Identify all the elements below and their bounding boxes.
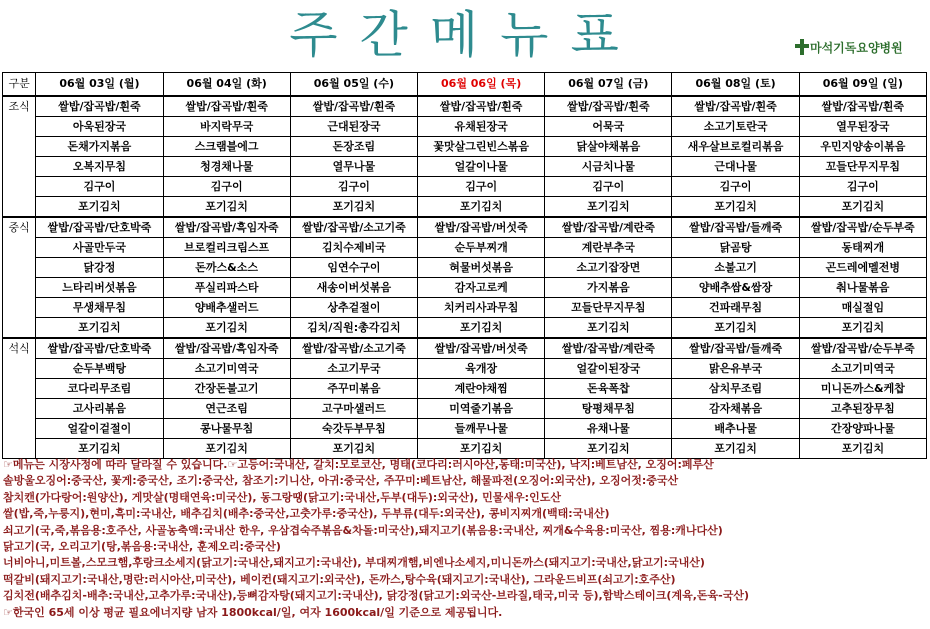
page-title: 주간메뉴표: [289, 6, 641, 64]
menu-cell: 포기김치: [36, 197, 163, 218]
note-line: ☞한국인 65세 이상 평균 필요에너지량 남자 1800kcal/일, 여자 1600kcal/일 기준으로 제공됩니다.: [3, 605, 503, 619]
menu-cell: 쌀밥/잡곡밥/들깨죽: [672, 217, 799, 238]
menu-cell: 곤드레에멜전병: [799, 258, 926, 278]
menu-cell: 김치수제비국: [290, 238, 417, 258]
menu-row: [3, 298, 927, 318]
menu-cell: 포기김치: [163, 318, 290, 339]
note-line: 너비아니,미트볼,스모크햄,후랑크소세지(닭고기:국내산,돼지고기:국내산), 부대찌개햄,비엔나소세지,미니돈까스(돼지고기:국내산,닭고기:국내산): [3, 556, 705, 570]
menu-cell: 포기김치: [672, 197, 799, 218]
header-day: 06월 09일 (일): [799, 73, 926, 97]
menu-cell: 꽃맛살그린빈스볶음: [418, 137, 545, 157]
menu-cell: 포기김치: [545, 197, 672, 218]
menu-cell: 쌀밥/잡곡밥/흰죽: [545, 96, 672, 117]
menu-cell: 포기김치: [418, 197, 545, 218]
menu-cell: 포기김치: [36, 318, 163, 339]
menu-cell: 포기김치: [418, 439, 545, 459]
menu-cell: 돈까스&소스: [163, 258, 290, 278]
note-line: ☞메뉴는 시장사정에 따라 달라질 수 있습니다.☞고등어:국내산, 갈치:모로코산, 명태(코다리:러시아산,동태:미국산), 낙지:베트남산, 오징어:페루산: [3, 458, 714, 471]
menu-cell: 소고기미역국: [163, 359, 290, 379]
menu-cell: 매실절임: [799, 298, 926, 318]
menu-cell: 포기김치: [36, 439, 163, 459]
header-day: 06월 03일 (월): [36, 73, 163, 97]
menu-cell: 김구이: [418, 177, 545, 197]
menu-cell: 포기김치: [418, 318, 545, 339]
menu-cell: 감자고로케: [418, 278, 545, 298]
menu-cell: 아욱된장국: [36, 117, 163, 137]
notes: [3, 457, 927, 621]
menu-cell: 간장돈불고기: [163, 379, 290, 399]
menu-row: [3, 177, 927, 197]
menu-cell: 주꾸미볶음: [290, 379, 417, 399]
menu-cell: 쌀밥/잡곡밥/흰죽: [163, 96, 290, 117]
menu-cell: 꼬들단무지무침: [799, 157, 926, 177]
menu-cell: 김구이: [36, 177, 163, 197]
menu-cell: 사골만두국: [36, 238, 163, 258]
menu-cell: 열무된장국: [799, 117, 926, 137]
header-day: 06월 04일 (화): [163, 73, 290, 97]
menu-cell: 고추된장무침: [799, 399, 926, 419]
menu-row: [3, 359, 927, 379]
menu-cell: 우민지양송이볶음: [799, 137, 926, 157]
menu-cell: 소고기토란국: [672, 117, 799, 137]
note-line: 쇠고기(국,죽,볶음용:호주산, 사골농축액:국내산 한우, 우삼겹숙주볶음&차돌:미국산),돼지고기(볶음용:국내산, 찌개&수육용:미국산, 찜용:캐나다산): [3, 523, 723, 537]
menu-cell: 양배추쌈&쌈장: [672, 278, 799, 298]
menu-cell: 어묵국: [545, 117, 672, 137]
menu-cell: 쌀밥/잡곡밥/순두부죽: [799, 217, 926, 238]
menu-cell: 계란부추국: [545, 238, 672, 258]
menu-cell: 들깨무나물: [418, 419, 545, 439]
menu-row: [3, 379, 927, 399]
menu-cell: 바지락무국: [163, 117, 290, 137]
menu-row: [3, 318, 927, 339]
menu-cell: 새우살브로컬리볶음: [672, 137, 799, 157]
menu-cell: 김구이: [163, 177, 290, 197]
menu-cell: 동태찌개: [799, 238, 926, 258]
menu-cell: 쌀밥/잡곡밥/계란죽: [545, 217, 672, 238]
menu-cell: 김구이: [545, 177, 672, 197]
menu-cell: 쌀밥/잡곡밥/흰죽: [672, 96, 799, 117]
menu-cell: 쌀밥/잡곡밥/단호박죽: [36, 338, 163, 359]
menu-cell: 맑은유부국: [672, 359, 799, 379]
menu-cell: 돈채가지볶음: [36, 137, 163, 157]
header-day-today: 06월 06일 (목): [418, 73, 545, 97]
menu-cell: 스크램블에그: [163, 137, 290, 157]
menu-cell: 상추겉절이: [290, 298, 417, 318]
menu-cell: 쌀밥/잡곡밥/흰죽: [290, 96, 417, 117]
menu-row: [3, 258, 927, 278]
menu-row: [3, 399, 927, 419]
menu-row: [3, 96, 927, 117]
note-line: 김치전(배추김치-배추:국내산,고추가루:국내산),등뼈감자탕(돼지고기:국내산), 닭강정(닭고기:외국산-브라질,태국,미국 등),함박스테이크(계육,돈육-국산): [3, 589, 749, 603]
header-day: 06월 08일 (토): [672, 73, 799, 97]
menu-row: [3, 117, 927, 137]
menu-cell: 콩나물무침: [163, 419, 290, 439]
menu-row: [3, 137, 927, 157]
menu-cell: 쌀밥/잡곡밥/들깨죽: [672, 338, 799, 359]
header-category: 구분: [3, 73, 36, 97]
menu-cell: 쌀밥/잡곡밥/흑임자죽: [163, 217, 290, 238]
menu-cell: 포기김치: [545, 439, 672, 459]
note-line: 쌀(밥,죽,누룽지),현미,흑미:국내산, 배추김치(배추:중국산,고춧가루:중국산), 두부류(대두:외국산), 콩비지찌개(백태:국내산): [3, 507, 610, 521]
menu-cell: 배추나물: [672, 419, 799, 439]
menu-cell: 포기김치: [545, 318, 672, 339]
menu-cell: 포기김치: [799, 318, 926, 339]
hospital-logo: [795, 36, 927, 58]
menu-cell: 쌀밥/잡곡밥/소고기죽: [290, 338, 417, 359]
menu-cell: 돈육폭찹: [545, 379, 672, 399]
menu-cell: 쌀밥/잡곡밥/순두부죽: [799, 338, 926, 359]
note-line: 떡갈비(돼지고기:국내산,명란:러시아산,미국산), 베이컨(돼지고기:외국산), 돈까스,탕수육(돼지고기:국내산), 그라운드비프(쇠고기:호주산): [3, 572, 676, 586]
header-row: [3, 73, 927, 97]
note-line: 솔방울오징어:중국산, 꽃게:중국산, 조기:중국산, 참조기:기니산, 아귀:중국산, 주꾸미:베트남산, 해물파전(오징어:외국산), 오징어젓:중국산: [3, 474, 679, 488]
menu-cell: 숙갓두부무침: [290, 419, 417, 439]
menu-cell: 오복지무침: [36, 157, 163, 177]
menu-row: [3, 338, 927, 359]
menu-cell: 쌀밥/잡곡밥/흰죽: [418, 96, 545, 117]
menu-cell: 닭살야채볶음: [545, 137, 672, 157]
menu-table: [2, 72, 927, 459]
header-day: 06월 05일 (수): [290, 73, 417, 97]
menu-cell: 포기김치: [799, 439, 926, 459]
menu-cell: 혀물버섯볶음: [418, 258, 545, 278]
note-line: 참치캔(가다랑어:원양산), 게맛살(명태연육:미국산), 동그랑땡(닭고기:국내산,두부(대두):외국산), 민물새우:인도산: [3, 490, 561, 504]
menu-cell: 간장양파나물: [799, 419, 926, 439]
menu-cell: 얼갈이된장국: [545, 359, 672, 379]
menu-cell: 꼬들단무지무침: [545, 298, 672, 318]
menu-cell: 김구이: [799, 177, 926, 197]
menu-cell: 육개장: [418, 359, 545, 379]
menu-cell: 소고기미역국: [799, 359, 926, 379]
menu-cell: 건파래무침: [672, 298, 799, 318]
meal-label: 조식: [3, 96, 36, 217]
meal-label: 중식: [3, 217, 36, 338]
menu-cell: 닭곰탕: [672, 238, 799, 258]
menu-cell: 포기김치: [163, 197, 290, 218]
menu-cell: 감자채볶음: [672, 399, 799, 419]
menu-cell: 얼갈이나물: [418, 157, 545, 177]
menu-cell: 소고기잡장면: [545, 258, 672, 278]
menu-cell: 포기김치: [672, 318, 799, 339]
menu-cell: 쌀밥/잡곡밥/단호박죽: [36, 217, 163, 238]
menu-cell: 새송이버섯볶음: [290, 278, 417, 298]
menu-cell: 소불고기: [672, 258, 799, 278]
menu-row: [3, 157, 927, 177]
menu-row: [3, 217, 927, 238]
menu-cell: 포기김치: [672, 439, 799, 459]
menu-row: [3, 439, 927, 459]
menu-cell: 청경채나물: [163, 157, 290, 177]
menu-cell: 유채나물: [545, 419, 672, 439]
menu-cell: 연근조림: [163, 399, 290, 419]
menu-cell: 무생채무침: [36, 298, 163, 318]
menu-cell: 포기김치: [290, 197, 417, 218]
hospital-name: 마석기독요양병원: [810, 40, 903, 55]
menu-cell: 코다리무조림: [36, 379, 163, 399]
menu-cell: 고구마샐러드: [290, 399, 417, 419]
menu-cell: 가지볶음: [545, 278, 672, 298]
menu-cell: 임연수구이: [290, 258, 417, 278]
menu-cell: 소고기무국: [290, 359, 417, 379]
menu-row: [3, 197, 927, 218]
menu-row: [3, 278, 927, 298]
menu-cell: 김치/직원:총각김치: [290, 318, 417, 339]
menu-cell: 닭강정: [36, 258, 163, 278]
menu-cell: 미니돈까스&케찹: [799, 379, 926, 399]
menu-cell: 돈장조림: [290, 137, 417, 157]
menu-cell: 춰나물볶음: [799, 278, 926, 298]
menu-cell: 유채된장국: [418, 117, 545, 137]
menu-cell: 삼치무조림: [672, 379, 799, 399]
menu-cell: 열무나물: [290, 157, 417, 177]
menu-cell: 푸실리파스타: [163, 278, 290, 298]
menu-row: [3, 238, 927, 258]
cross-icon: [795, 39, 809, 55]
menu-cell: 쌀밥/잡곡밥/흰죽: [799, 96, 926, 117]
note-line: 닭고기(국, 오리고기(탕,볶음용:국내산, 훈제오리:중국산): [3, 540, 281, 554]
menu-cell: 얼갈이겉절이: [36, 419, 163, 439]
menu-cell: 근대된장국: [290, 117, 417, 137]
menu-cell: 포기김치: [799, 197, 926, 218]
menu-cell: 쌀밥/잡곡밥/소고기죽: [290, 217, 417, 238]
menu-cell: 시금치나물: [545, 157, 672, 177]
menu-cell: 쌀밥/잡곡밥/흰죽: [36, 96, 163, 117]
menu-cell: 근대나물: [672, 157, 799, 177]
menu-cell: 느타리버섯볶음: [36, 278, 163, 298]
menu-cell: 김구이: [672, 177, 799, 197]
menu-cell: 양배추샐러드: [163, 298, 290, 318]
menu-cell: 쌀밥/잡곡밥/계란죽: [545, 338, 672, 359]
menu-cell: 쌀밥/잡곡밥/버섯죽: [418, 338, 545, 359]
header-day: 06월 07일 (금): [545, 73, 672, 97]
menu-cell: 계란야채찜: [418, 379, 545, 399]
menu-cell: 포기김치: [163, 439, 290, 459]
menu-cell: 탕평채무침: [545, 399, 672, 419]
menu-cell: 포기김치: [290, 439, 417, 459]
menu-cell: 김구이: [290, 177, 417, 197]
menu-cell: 쌀밥/잡곡밥/흑임자죽: [163, 338, 290, 359]
menu-cell: 쌀밥/잡곡밥/버섯죽: [418, 217, 545, 238]
menu-cell: 미역줄기볶음: [418, 399, 545, 419]
menu-cell: 순두부백탕: [36, 359, 163, 379]
menu-row: [3, 419, 927, 439]
menu-cell: 고사리볶음: [36, 399, 163, 419]
menu-cell: 치커리사과무침: [418, 298, 545, 318]
menu-cell: 브로컬리크림스프: [163, 238, 290, 258]
meal-label: 석식: [3, 338, 36, 459]
menu-cell: 순두부찌개: [418, 238, 545, 258]
